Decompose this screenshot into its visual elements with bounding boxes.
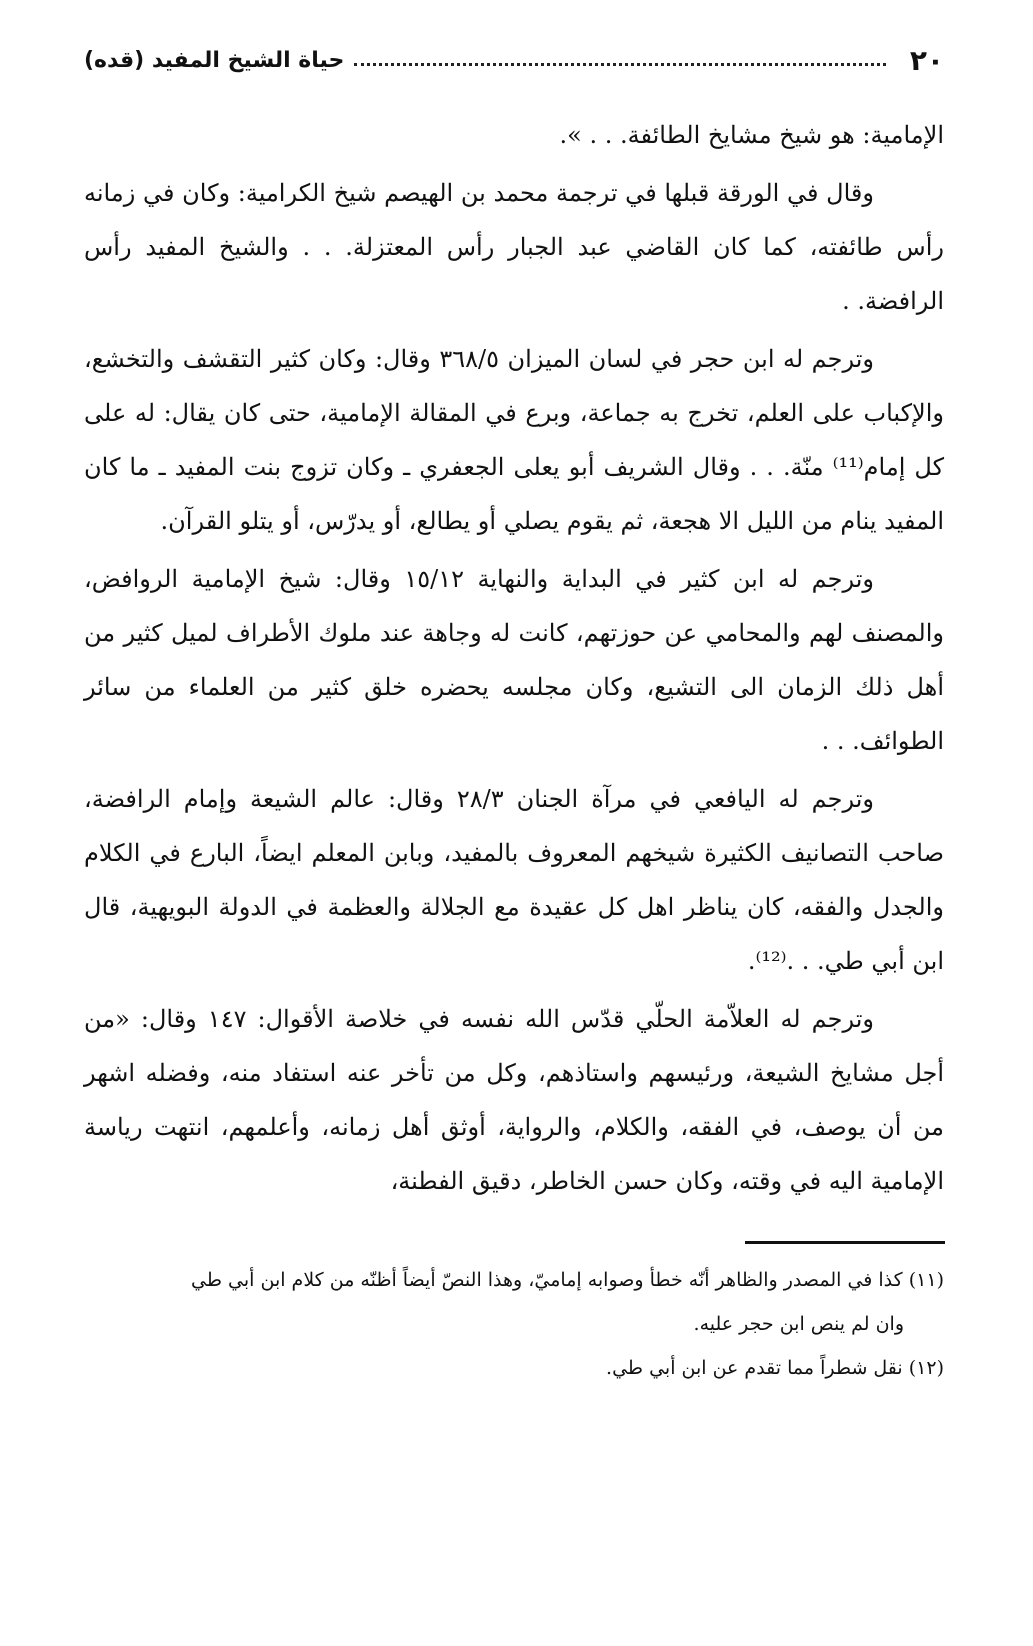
footnote-11: (١١) كذا في المصدر والظاهر أنّه خطأ وصوابه إماميّ، وهذا النصّ أيضاً أظنّه من كلام ابن أبي طي bbox=[191, 1269, 944, 1291]
paragraph-4: وترجم له ابن كثير في البداية والنهاية ١٥/١٢ وقال: شيخ الإمامية الروافض، والمصنف لهم والمحامي عن حوزتهم، كانت له وجاهة عند ملوك الأطراف لميل كثير من أهل ذلك الزمان الى التشيع، وكان مجلسه يحضره خلق كثير من العلماء من سائر الطوائف. . . bbox=[84, 565, 945, 755]
paragraph-6: وترجم له العلاّمة الحلّي قدّس الله نفسه في خلاصة الأقوال: ١٤٧ وقال: «من أجل مشايخ الشيعة، ورئيسهم واستاذهم، وكل من تأخر عنه استفاد منه، وفضله اشهر من أن يوصف، في الفقه، والكلام، والرواية، أوثق أهل زمانه، وأعلمهم، انتهت رياسة الإمامية اليه في وقته، وكان حسن الخاطر، دقيق الفطنة، bbox=[84, 1005, 944, 1195]
footnotes bbox=[84, 1258, 944, 1390]
footnote-12: (١٢) نقل شطراً مما تقدم عن ابن أبي طي. bbox=[606, 1357, 944, 1379]
paragraph-5: وترجم له اليافعي في مرآة الجنان ٢٨/٣ وقال: عالم الشيعة وإمام الرافضة، صاحب التصانيف الكثيرة شيخهم المعروف بالمفيد، وبابن المعلم ايضاً، البارع في الكلام والجدل والفقه، كان يناظر اهل كل عقيدة مع الجلالة والعظمة في الدولة البويهية، قال ابن أبي طي. . .⁽¹²⁾. bbox=[84, 785, 944, 975]
running-head bbox=[84, 40, 944, 80]
footnote-11-continued: وان لم ينص ابن حجر عليه. bbox=[693, 1313, 904, 1335]
page-number: ٢٠ bbox=[909, 43, 944, 77]
body-text bbox=[84, 108, 944, 1212]
running-title: حياة الشيخ المفيد (قده) bbox=[84, 47, 345, 73]
paragraph-3: وترجم له ابن حجر في لسان الميزان ٣٦٨/٥ وقال: وكان كثير التقشف والتخشع، والإكباب على العلم، تخرج به جماعة، وبرع في المقالة الإمامية، حتى كان يقال: له على كل إمام⁽¹¹⁾ منّة. . . وقال الشريف أبو يعلى الجعفري ـ وكان تزوج بنت المفيد ـ ما كان المفيد ينام من الليل الا هجعة، ثم يقوم يصلي أو يطالع، أو يدرّس، أو يتلو القرآن. bbox=[84, 345, 945, 535]
footnote-separator bbox=[745, 1241, 945, 1244]
paragraph-2: وقال في الورقة قبلها في ترجمة محمد بن الهيصم شيخ الكرامية: وكان في زمانه رأس طائفته، كما كان القاضي عبد الجبار رأس المعتزلة. . . والشيخ المفيد رأس الرافضة. . bbox=[84, 179, 944, 315]
paragraph-1: الإمامية: هو شيخ مشايخ الطائفة. . . ». bbox=[559, 121, 944, 149]
leader-dots bbox=[354, 63, 885, 66]
